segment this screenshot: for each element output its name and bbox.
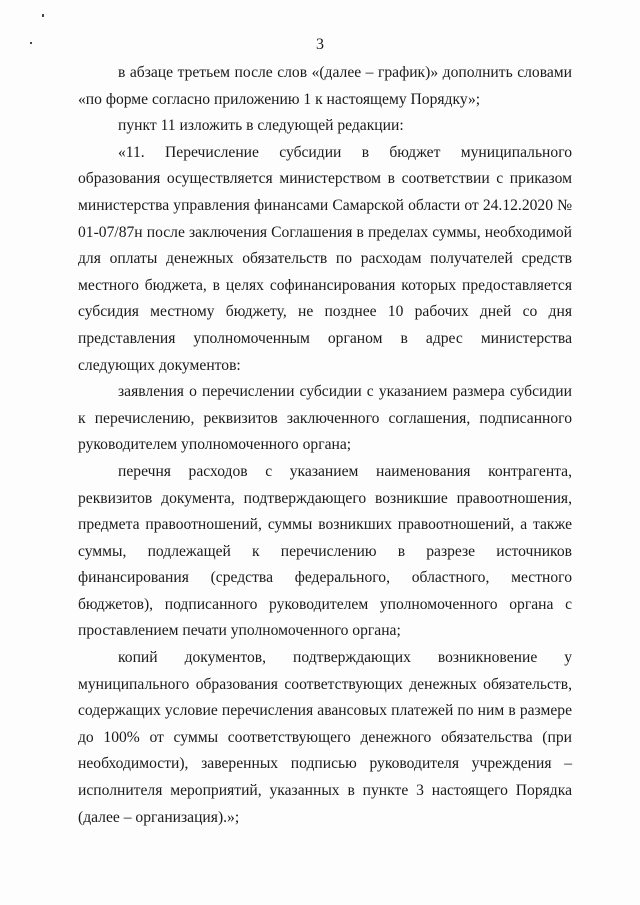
paragraph-point-11-heading: пункт 11 изложить в следующей редакции: — [118, 117, 404, 135]
document-body — [78, 60, 572, 831]
page-number: 3 — [316, 36, 324, 53]
paragraph-point-11-text: «11. Перечисление субсидии в бюджет муниципального образования осуществляется министерством в соответствии с приказом министерства управления финансами Самарской области от 24.12.2020 № 01-07/87н после заключения Соглашения в пределах суммы, необходимой для оплаты денежных обязательств по расходам получателей средств местного бюджета, в целях софинансирования которых предоставляется субсидия местному бюджету, не позднее 10 рабочих дней со дня представления уполномоченным органом в адрес министерства следующих документов: — [78, 143, 572, 374]
paragraph-document-copies: копий документов, подтверждающих возникновение у муниципального образования соответствующих денежных обязательств, содержащих условие перечисления авансовых платежей по ним в размере до 100% от суммы соответствующего денежного обязательства (при необходимости), заверенных подписью руководителя учреждения – исполнителя мероприятий, указанных в пункте 3 настоящего Порядка (далее – организация).»; — [78, 649, 572, 826]
scan-speck — [42, 14, 44, 17]
paragraph-amendment-intro: в абзаце третьем после слов «(далее – график)» дополнить словами «по форме согласно приложению 1 к настоящему Порядку»; — [78, 64, 572, 108]
paragraph-expense-list: перечня расходов с указанием наименования контрагента, реквизитов документа, подтверждающего возникшие правоотношения, предмета правоотношений, суммы возникших правоотношений, а также суммы, подлежащей к перечислению в разрезе источников финансирования (средства федерального, областного, местного бюджетов), подписанного руководителем уполномоченного органа с проставлением печати уполномоченного органа; — [78, 462, 572, 640]
paragraph-application: заявления о перечислении субсидии с указанием размера субсидии к перечислению, реквизитов заключенного соглашения, подписанного руководителем уполномоченного органа; — [78, 383, 572, 454]
